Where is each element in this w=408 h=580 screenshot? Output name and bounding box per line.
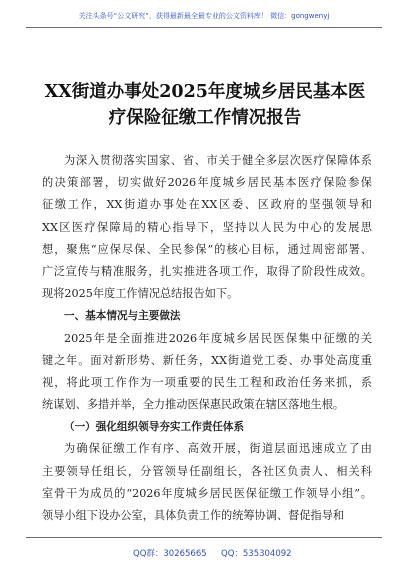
paragraph-line: XX区医疗保障局的精心指导下，坚持以人民为中心的发展思 — [42, 220, 372, 234]
paragraph-line: 键之年。面对新形势、新任务，XX街道党工委、办事处高度重 — [42, 353, 372, 367]
page-footer — [0, 537, 408, 580]
document-title — [44, 79, 366, 131]
paragraph-line: 视，将此项工作作为一项重要的民生工程和政治任务来抓，系 — [42, 375, 372, 389]
paragraph-line: 2025年是全面推进2026年度城乡居民医保集中征缴的关 — [64, 331, 372, 345]
paragraph-line: 想，聚焦“应保尽保、全民参保”的核心目标，通过周密部署、 — [42, 242, 372, 256]
title-line: 疗保险征缴工作情况报告 — [108, 108, 302, 128]
paragraph-line: 统谋划、多措并举，全力推动医保惠民政策在辖区落地生根。 — [42, 398, 345, 412]
paragraph-line: 现将2025年度工作情况总结报告如下。 — [42, 287, 239, 301]
paragraph-line: 为深入贯彻落实国家、省、市关于健全多层次医疗保障体系 — [64, 154, 372, 167]
paragraph-line: 为确保征缴工作有序、高效开展，街道层面迅速成立了由 — [64, 442, 372, 456]
footer-qq: QQ：535304092 — [221, 549, 292, 559]
page-header — [0, 0, 408, 38]
subsection-heading: （一）强化组织领导夯实工作责任体系 — [64, 421, 245, 434]
paragraph-line: 领导小组下设办公室，具体负责工作的统筹协调、督促指导和 — [42, 509, 345, 522]
paragraph-line: 的决策部署，切实做好2026年度城乡居民基本医疗保险参保 — [42, 176, 372, 190]
title-line: XX街道办事处2025年度城乡居民基本医 — [44, 82, 366, 102]
paragraph-line: 主要领导任组长，分管领导任副组长，各社区负责人、相关科 — [42, 464, 372, 478]
footer-divider — [26, 537, 382, 538]
header-divider — [26, 27, 382, 28]
header-notice: 关注头条号“公文研究”，获得最新最全最专业的公文资料库！ 微信：gongwenyj — [78, 12, 330, 20]
section-heading: 一、基本情况与主要做法 — [64, 310, 181, 323]
document-body — [42, 150, 372, 527]
paragraph-line: 征缴工作，XX街道办事处在XX区委、区政府的坚强领导和 — [42, 198, 372, 212]
footer-qq-group: QQ群：30265665 — [133, 549, 207, 559]
paragraph-line: 室骨干为成员的“2026年度城乡居民医保征缴工作领导小组”。 — [42, 486, 372, 500]
paragraph-line: 广泛宣传与精准服务，扎实推进各项工作，取得了阶段性成效。 — [42, 264, 372, 278]
